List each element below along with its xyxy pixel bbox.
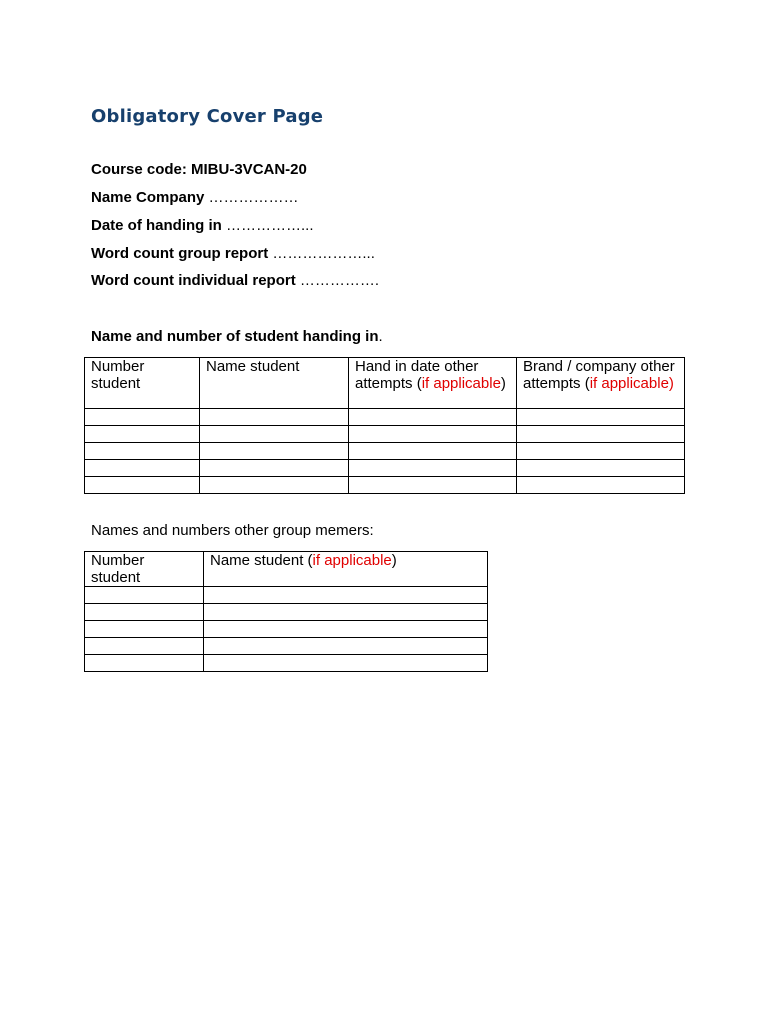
header-brand-company-note: if applicable)	[589, 375, 674, 392]
cell-number[interactable]	[85, 587, 204, 604]
table-row	[85, 477, 685, 494]
header-hand-in-date-note: if applicable	[421, 375, 501, 392]
header-name-student	[204, 552, 488, 587]
table-row	[85, 604, 488, 621]
student-handing-in-heading	[91, 328, 383, 345]
table-row	[85, 655, 488, 672]
header-brand-company-text: Brand / company other attempts (	[523, 358, 675, 392]
course-code-label: Course code: MIBU-3VCAN-20	[91, 161, 307, 178]
date-handing-in-field	[91, 217, 314, 235]
page-title: Obligatory Cover Page	[91, 106, 324, 127]
cell-number[interactable]	[85, 604, 204, 621]
header-name-student-text: Name student	[206, 358, 300, 375]
header-hand-in-date-text: Hand in date other attempts (	[355, 358, 479, 392]
table-row	[85, 443, 685, 460]
header-name-student-close: )	[391, 552, 397, 569]
cell-brand[interactable]	[517, 409, 685, 426]
name-company-field	[91, 189, 299, 207]
table-row	[85, 460, 685, 477]
header-name-student-note: if applicable	[312, 552, 392, 569]
cell-number[interactable]	[85, 477, 200, 494]
table-header-row	[85, 552, 488, 587]
table-row	[85, 587, 488, 604]
cell-number[interactable]	[85, 443, 200, 460]
course-code-field	[91, 161, 307, 179]
cell-brand[interactable]	[517, 443, 685, 460]
table-row	[85, 409, 685, 426]
cell-name[interactable]	[200, 443, 349, 460]
table-row	[85, 621, 488, 638]
cell-name[interactable]	[204, 655, 488, 672]
name-company-label: Name Company	[91, 189, 209, 206]
cell-name[interactable]	[204, 604, 488, 621]
cell-number[interactable]	[85, 460, 200, 477]
header-hand-in-date	[349, 358, 517, 409]
student-handing-in-table	[84, 357, 685, 494]
cell-number[interactable]	[85, 621, 204, 638]
student-handing-in-heading-period: .	[378, 328, 383, 345]
cell-name[interactable]	[200, 477, 349, 494]
name-company-dots: ………………	[208, 189, 299, 206]
cell-brand[interactable]	[517, 426, 685, 443]
word-count-group-dots: ………………...	[272, 245, 375, 262]
cell-number[interactable]	[85, 655, 204, 672]
word-count-individual-dots: …………….	[299, 272, 380, 289]
cell-hand-in-date[interactable]	[349, 426, 517, 443]
cell-name[interactable]	[200, 426, 349, 443]
cell-brand[interactable]	[517, 460, 685, 477]
cell-hand-in-date[interactable]	[349, 443, 517, 460]
cell-name[interactable]	[204, 638, 488, 655]
cell-hand-in-date[interactable]	[349, 477, 517, 494]
cell-brand[interactable]	[517, 477, 685, 494]
header-name-student-text: Name student (	[210, 552, 313, 569]
date-handing-in-dots: ……………...	[226, 217, 314, 234]
cell-name[interactable]	[200, 460, 349, 477]
cell-number[interactable]	[85, 426, 200, 443]
word-count-individual-field	[91, 272, 379, 290]
student-handing-in-heading-text: Name and number of student handing in	[91, 328, 379, 345]
cell-hand-in-date[interactable]	[349, 460, 517, 477]
group-members-table	[84, 551, 488, 672]
header-number-student-text: Number student	[91, 358, 145, 392]
table-row	[85, 638, 488, 655]
date-handing-in-label: Date of handing in	[91, 217, 226, 234]
cell-name[interactable]	[204, 621, 488, 638]
cell-number[interactable]	[85, 409, 200, 426]
header-hand-in-date-close: )	[500, 375, 506, 392]
cell-name[interactable]	[204, 587, 488, 604]
cell-hand-in-date[interactable]	[349, 409, 517, 426]
group-members-heading: Names and numbers other group memers:	[91, 522, 374, 539]
word-count-individual-label: Word count individual report	[91, 272, 300, 289]
word-count-group-field	[91, 245, 375, 263]
word-count-group-label: Word count group report	[91, 245, 273, 262]
header-name-student	[200, 358, 349, 409]
header-number-student-text: Number student	[91, 552, 145, 586]
cell-name[interactable]	[200, 409, 349, 426]
header-brand-company	[517, 358, 685, 409]
table-header-row	[85, 358, 685, 409]
header-number-student	[85, 552, 204, 587]
header-number-student	[85, 358, 200, 409]
cell-number[interactable]	[85, 638, 204, 655]
table-row	[85, 426, 685, 443]
